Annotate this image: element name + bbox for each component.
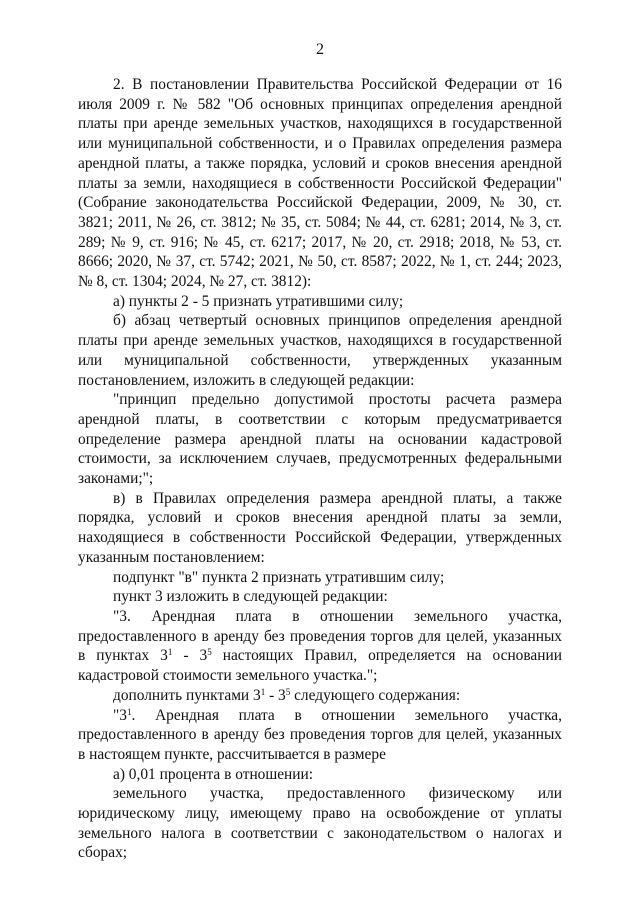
page-number: 2	[316, 41, 324, 58]
text-fragment: - 3	[172, 647, 208, 665]
text-fragment: - 3	[265, 686, 286, 704]
text-fragment: следующего содержания:	[290, 686, 461, 704]
superscript: 5	[285, 686, 291, 697]
paragraph-item-v: в) в Правилах определения размера арендной платы, а также порядка, условий и сроков внесения арендной платы за земли, находящиеся в собственности Российской Федерации, утвержденных указанным постановлением:	[78, 489, 562, 566]
document-body	[78, 75, 562, 863]
text-fragment: "3. Арендная плата в отношении земельного участка, предоставленного в аренду без проведения торгов для целей, указанных в пунктах 3	[78, 607, 562, 665]
paragraph-subpoint-a-rate: а) 0,01 процента в отношении:	[113, 765, 314, 783]
text-fragment: . Арендная плата в отношении земельного участка, предоставленного в аренду без проведения торгов для целей, указанных в настоящем пункте, рассчитывается в размере	[78, 706, 562, 763]
superscript: 5	[207, 647, 212, 658]
superscript: 1	[126, 706, 132, 717]
paragraph-point-3-text	[78, 607, 562, 686]
superscript: 1	[167, 647, 173, 658]
paragraph-point-3-intro: пункт 3 изложить в следующей редакции:	[113, 588, 388, 606]
paragraph-subitem-v-repeal: подпункт "в" пункта 2 признать утратившим силу;	[113, 568, 445, 586]
superscript: 1	[260, 686, 266, 697]
text-fragment: дополнить пунктами 3	[113, 686, 261, 704]
paragraph-supplement-intro	[78, 686, 562, 706]
text-fragment: настоящих Правил, определяется на основании кадастровой стоимости земельного участка.";	[78, 647, 562, 685]
paragraph-principle-quote: "принцип предельно допустимой простоты расчета размера арендной платы, в соответствии с которым предусматривается определение размера арендной платы на основании кадастровой стоимости, за исключением случаев, предусмотренных федеральными законами;";	[78, 391, 562, 488]
text-fragment: "3	[113, 706, 127, 724]
paragraph-item-b: б) абзац четвертый основных принципов определения арендной платы при аренде земельных участков, находящихся в государственной или муниципальной собственности, утвержденных указанным постановлением, изложить в следующей редакции:	[78, 312, 562, 389]
paragraph-point-3-1	[78, 706, 562, 765]
paragraph-amendment-2: 2. В постановлении Правительства Российской Федерации от 16 июля 2009 г. № 582 "Об основных принципах определения арендной платы при аренде земельных участков, находящихся в государственной или муниципальной собственности, и о Правилах определения размера арендной платы, а также порядка, условий и сроков внесения арендной платы за земли, находящиеся в собственности Российской Федерации" (Собрание законодательства Российской Федерации, 2009, № 30, ст. 3821; 2011, № 26, ст. 3812; № 35, ст. 5084; № 44, ст. 6281; 2014, № 3, ст. 289; № 9, ст. 916; № 45, ст. 6217; 2017, № 20, ст. 2918; 2018, № 53, ст. 8666; 2020, № 37, ст. 5742; 2021, № 50, ст. 8587; 2022, № 1, ст. 244; 2023, № 8, ст. 1304; 2024, № 27, ст. 3812):	[78, 76, 562, 291]
paragraph-land-plot-exempt: земельного участка, предоставленного физическому или юридическому лицу, имеющему право на освобождение от уплаты земельного налога в соответствии с законодательством о налогах и сборах;	[78, 785, 562, 862]
paragraph-item-a: а) пункты 2 - 5 признать утратившими силу;	[113, 292, 404, 310]
